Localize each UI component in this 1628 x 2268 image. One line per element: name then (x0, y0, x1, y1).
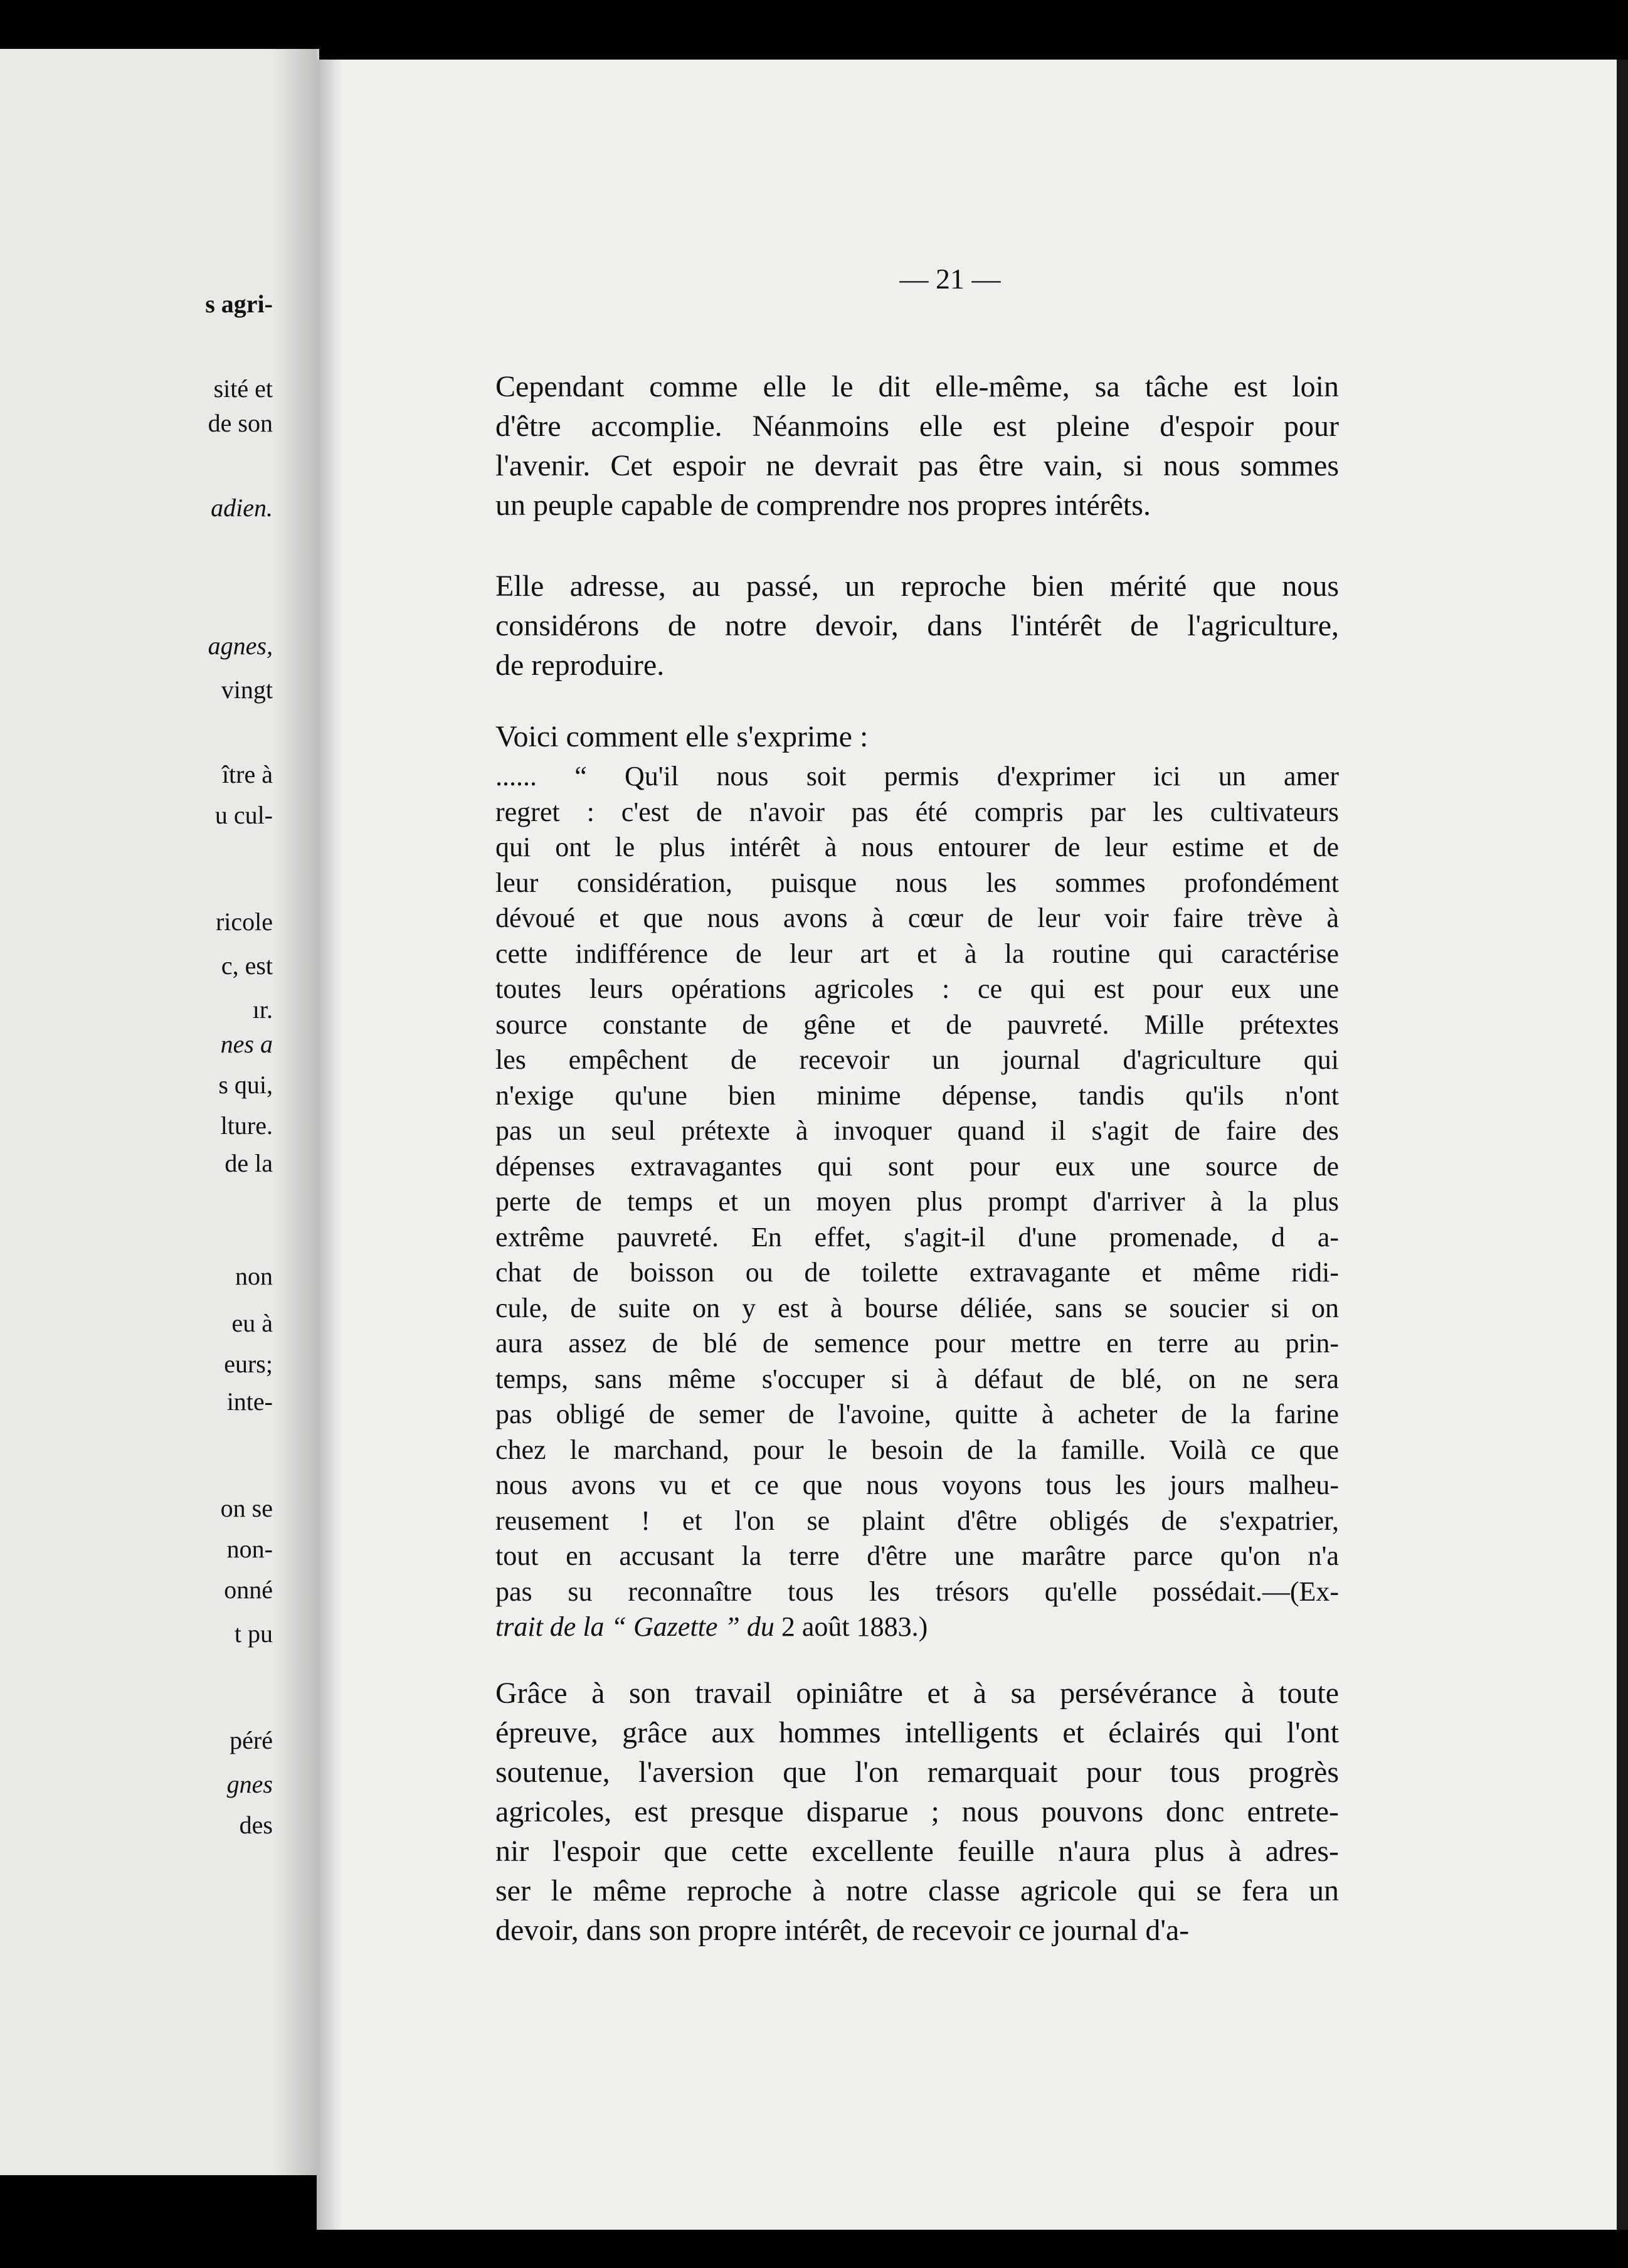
left-page-fragment: c, est (221, 951, 273, 980)
page-edge-shadow (1617, 60, 1628, 2230)
quote-line: pas obligé de semer de l'avoine, quitte à acheter de la farine (495, 1399, 1339, 1429)
right-page (317, 60, 1628, 2230)
left-page-fragment: lture. (220, 1111, 273, 1140)
text-line: devoir, dans son propre intérêt, de recevoir ce journal d'a- (495, 1914, 1190, 1947)
left-page-fragment: des (239, 1811, 273, 1839)
quote-line: n'exige qu'une bien minime dépense, tandis qu'ils n'ont (495, 1079, 1339, 1111)
left-page-fragment: s agri- (205, 290, 273, 318)
text-line: Elle adresse, au passé, un reproche bien mérité que nous (495, 570, 1339, 603)
left-page-fragment: s qui, (218, 1071, 273, 1099)
quote-line: aura assez de blé de semence pour mettre en terre au prin- (495, 1328, 1339, 1359)
quote-line: chat de boisson ou de toilette extravagante et même ridi- (495, 1257, 1339, 1288)
quote-citation-line (495, 1609, 1339, 1645)
left-page-fragment: eu à (231, 1309, 273, 1337)
quoted-passage (495, 759, 1339, 1645)
left-page-fragment: eurs; (224, 1350, 273, 1378)
quote-line: dépenses extravagantes qui sont pour eux une source de (495, 1150, 1339, 1182)
left-page-fragment: nes a (220, 1030, 273, 1058)
paragraph-3 (495, 717, 1339, 756)
left-page-fragment: u cul- (214, 801, 273, 829)
quote-line: cette indifférence de leur art et à la routine qui caractérise (495, 938, 1339, 969)
left-page-fragment: non- (226, 1535, 273, 1563)
quote-line: perte de temps et un moyen plus prompt d'arriver à la plus (495, 1186, 1339, 1217)
left-page-fragment: agnes, (208, 632, 273, 660)
left-page (0, 49, 319, 2175)
text-line: épreuve, grâce aux hommes intelligents et éclairés qui l'ont (495, 1716, 1339, 1749)
text-line: de reproduire. (495, 649, 665, 682)
left-page-fragment: ître à (221, 760, 273, 788)
quote-line: toutes leurs opérations agricoles : ce qui est pour eux une (495, 973, 1339, 1004)
left-page-fragment: ır. (252, 995, 273, 1024)
text-line: ser le même reproche à notre classe agricole qui se fera un (495, 1874, 1339, 1907)
citation-date: 2 août 1883.) (774, 1611, 928, 1642)
left-page-fragment: onné (224, 1576, 273, 1604)
quote-line: cule, de suite on y est à bourse déliée, sans se soucier si on (495, 1292, 1339, 1323)
quote-line: ...... “ Qu'il nous soit permis d'exprimer ici un amer (495, 761, 1339, 792)
quote-line: pas un seul prétexte à invoquer quand il s'agit de faire des (495, 1115, 1339, 1146)
quote-line: leur considération, puisque nous les sommes profondément (495, 867, 1339, 898)
text-line: d'être accomplie. Néanmoins elle est pleine d'espoir pour (495, 410, 1339, 443)
text-line: nir l'espoir que cette excellente feuille n'aura plus à adres- (495, 1835, 1339, 1868)
left-page-fragment: de la (225, 1149, 273, 1177)
quote-line: extrême pauvreté. En effet, s'agit-il d'une promenade, d a- (495, 1221, 1339, 1253)
quote-line: tout en accusant la terre d'être une marâtre parce qu'on n'a (495, 1540, 1339, 1571)
left-page-fragment: vingt (221, 676, 273, 704)
quote-line: chez le marchand, pour le besoin de la famille. Voilà ce que (495, 1434, 1339, 1465)
left-page-fragment: inte- (226, 1387, 273, 1416)
text-line: agricoles, est presque disparue ; nous pouvons donc entrete- (495, 1795, 1339, 1828)
left-page-fragment: sité et (213, 374, 273, 403)
paragraph-2 (495, 566, 1339, 685)
citation-source: trait de la “ Gazette ” du (495, 1611, 774, 1642)
left-page-gutter-shadow (273, 49, 317, 2175)
quote-line: nous avons vu et ce que nous voyons tous les jours malheu- (495, 1470, 1339, 1500)
left-page-fragment: de son (208, 409, 273, 437)
text-line: Voici comment elle s'exprime : (495, 720, 869, 753)
text-line: soutenue, l'aversion que l'on remarquait pour tous progrès (495, 1756, 1339, 1789)
quote-line: regret : c'est de n'avoir pas été compris par les cultivateurs (495, 796, 1339, 827)
text-line: un peuple capable de comprendre nos propres intérêts. (495, 489, 1151, 522)
left-page-fragment: gnes (226, 1770, 273, 1798)
quote-line: les empêchent de recevoir un journal d'agriculture qui (495, 1044, 1339, 1075)
text-line: Grâce à son travail opiniâtre et à sa persévérance à toute (495, 1677, 1339, 1710)
text-line: Cependant comme elle le dit elle-même, sa tâche est loin (495, 370, 1339, 403)
quote-line: reusement ! et l'on se plaint d'être obligés de s'expatrier, (495, 1505, 1339, 1536)
quote-line: temps, sans même s'occuper si à défaut de blé, on ne sera (495, 1363, 1339, 1394)
left-page-fragment: non (235, 1262, 273, 1290)
text-line: l'avenir. Cet espoir ne devrait pas être vain, si nous sommes (495, 449, 1339, 482)
left-page-fragment: adien. (211, 494, 273, 522)
paragraph-1 (495, 367, 1339, 525)
quote-line: dévoué et que nous avons à cœur de leur voir faire trève à (495, 903, 1339, 933)
quote-line: source constante de gêne et de pauvreté. Mille prétextes (495, 1009, 1339, 1040)
left-page-fragment: péré (230, 1726, 273, 1754)
right-page-gutter-shadow (317, 60, 342, 2230)
page-number: — 21 — (899, 263, 1001, 295)
quote-line: pas su reconnaître tous les trésors qu'elle possédait.—(Ex- (495, 1576, 1339, 1607)
left-page-fragment: t pu (234, 1619, 273, 1648)
paragraph-4 (495, 1673, 1339, 1950)
text-line: considérons de notre devoir, dans l'intérêt de l'agriculture, (495, 609, 1339, 642)
left-page-fragment: on se (220, 1494, 273, 1522)
left-page-fragment: ricole (215, 908, 273, 936)
quote-line: qui ont le plus intérêt à nous entourer de leur estime et de (495, 832, 1339, 862)
